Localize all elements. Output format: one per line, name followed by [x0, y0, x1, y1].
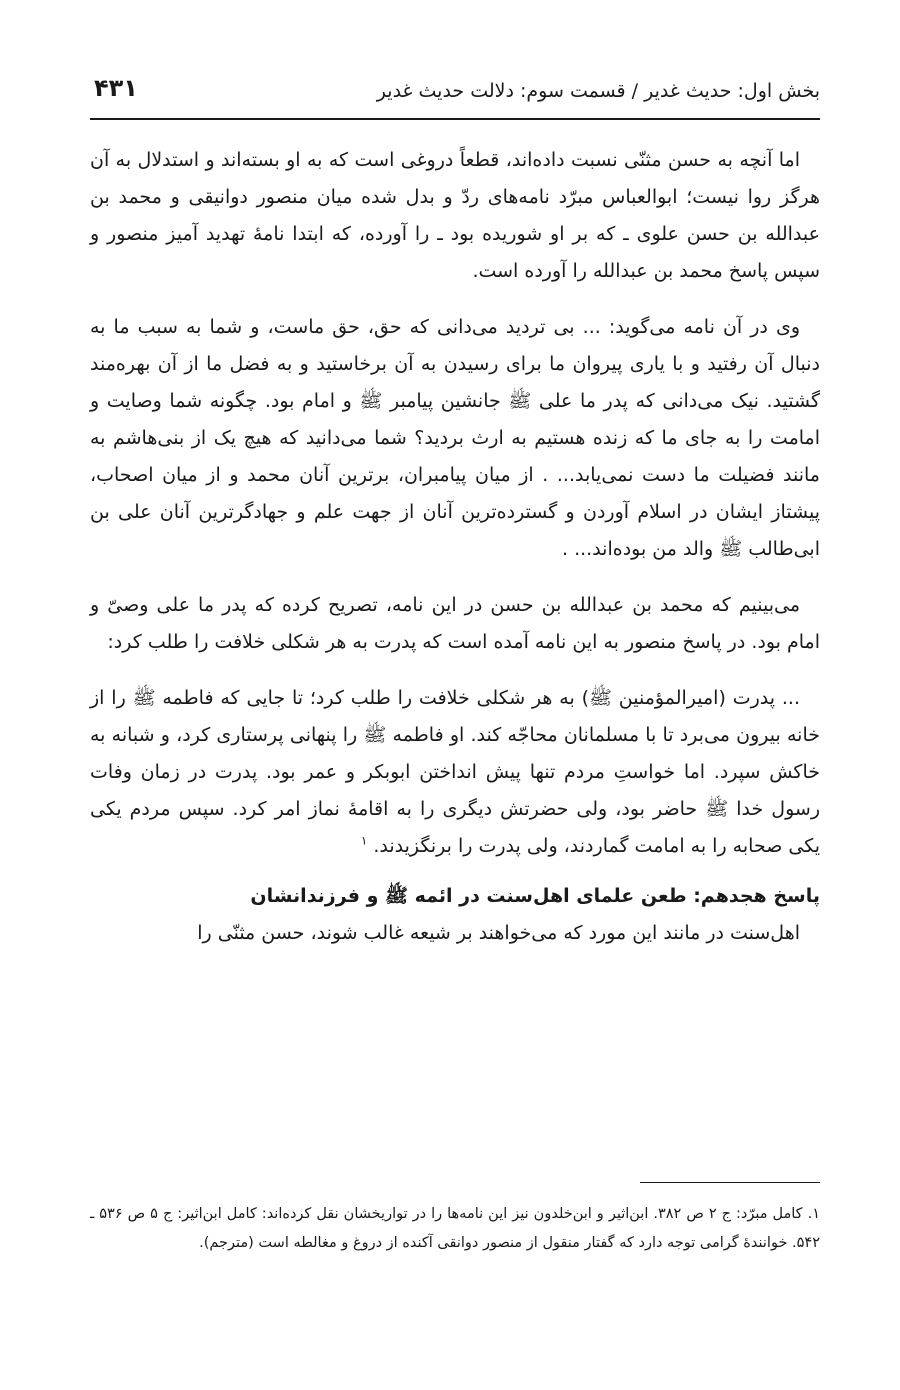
running-title: بخش اول: حدیث غدیر / قسمت سوم: دلالت حدیث غدیر [376, 80, 820, 102]
footnote-reference[interactable]: ۱ [360, 833, 368, 848]
section-heading: پاسخ هجدهم: طعن علمای اهل‌سنت در ائمه ﷺ و فرزندانشان [250, 885, 820, 907]
paragraph-3: می‌بینیم که محمد بن عبدالله بن حسن در این نامه، تصریح کرده که پدر ما علی وصیّ و امام بود. در پاسخ منصور به این نامه آمده است که پدرت به هر شکلی خلافت را طلب کرد: [90, 594, 820, 653]
page-number: ۴۳۱ [94, 74, 138, 102]
paragraph-1: اما آنچه به حسن مثنّی نسبت داده‌اند، قطعاً دروغی است که به او بسته‌اند و استدلال به آن هرگز روا نیست؛ ابوالعباس مبرّد نامه‌های ردّ و بدل شده میان منصور دوانیقی و محمد بن عبدالله بن حسن علوی ـ که بر او شوریده بود ـ را آورده، که ابتدا نامهٔ تهدید آمیز منصور و سپس پاسخ محمد بن عبدالله را آورده است. [90, 149, 820, 282]
quoted-letter [90, 680, 820, 865]
quoted-letter-text: ... پدرت (امیرالمؤمنین ﷺ) به هر شکلی خلافت را طلب کرد؛ تا جایی که فاطمه ﷺ را از خانه بیرون می‌برد تا با مسلمانان محاجّه کند. او فاطمه ﷺ را پنهانی پرستاری کرد، و شبانه به خاکش سپرد. اما خواستِ مردم تنها پیش انداختن ابوبکر و عمر بود. پدرت در زمان وفات رسول خدا ﷺ حاضر بود، ولی حضرتش دیگری را به اقامهٔ نماز امر کرد. سپس مردم یکی یکی صحابه را به امامت گماردند، ولی پدرت را برنگزیدند. [90, 687, 820, 857]
book-page [90, 0, 820, 1390]
footnote-divider [640, 1182, 820, 1183]
footnotes [90, 1200, 820, 1258]
header-divider [90, 118, 820, 120]
main-text [90, 142, 820, 952]
paragraph-2: وی در آن نامه می‌گوید: ... بی تردید می‌دانی که حق، حق ماست، و شما به سبب ما به دنبال آن رفتید و با یاری پیروان ما برای رسیدن به آن برخاستید و به فضل ما از آن بهره‌مند گشتید. نیک می‌دانی که پدر ما علی ﷺ جانشین پیامبر ﷺ و امام بود. چگونه شما وصایت و امامت را به جای ما که زنده هستیم به ارث بردید؟ شما می‌دانید که هیچ یک از بنی‌هاشم به مانند فضیلت ما دست نمی‌یابد... . از میان پیامبران، برترین آنان محمد و از میان اصحاب، پیشتاز ایشان در اسلام آوردن و گسترده‌ترین آنان از جهت علم و جهادگرترین آنان علی بن ابی‌طالب ﷺ والد من بوده‌اند... . [90, 316, 820, 560]
footnote-1: ۱. کامل مبرّد: ج ۲ ص ۳۸۲. ابن‌اثیر و ابن‌خلدون نیز این نامه‌ها را در تواریخشان نقل کرده‌اند: کامل ابن‌اثیر: ج ۵ ص ۵۳۶ ـ ۵۴۲. خوانندهٔ گرامی توجه دارد که گفتار منقول از منصور دوانقی آکنده از دروغ و مغالطه است (مترجم). [90, 1206, 820, 1251]
section-paragraph: اهل‌سنت در مانند این مورد که می‌خواهند بر شیعه غالب شوند، حسن مثنّی را [197, 922, 800, 944]
page-header [90, 68, 820, 118]
